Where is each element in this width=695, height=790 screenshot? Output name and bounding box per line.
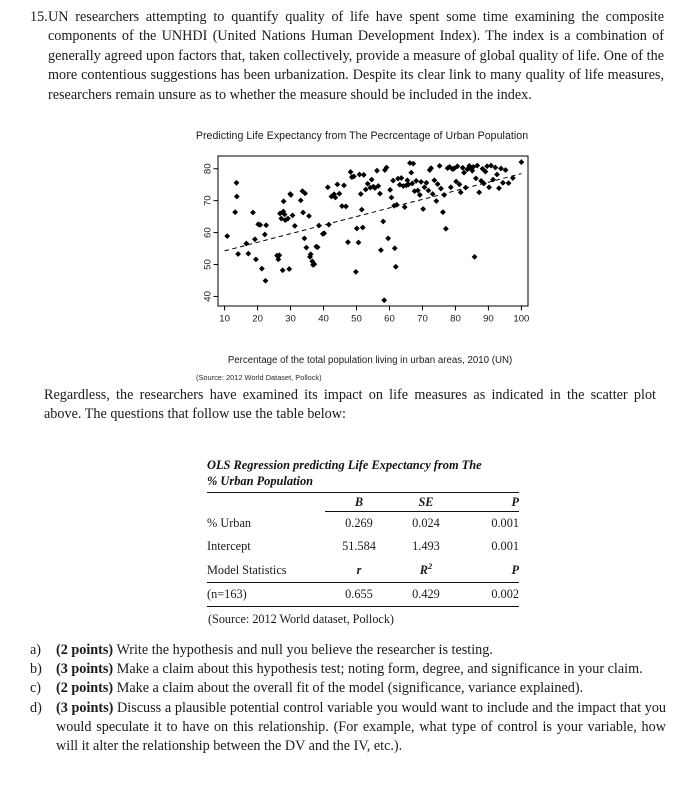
svg-text:50: 50 <box>202 259 214 270</box>
question-number: 15. <box>30 9 48 25</box>
svg-text:70: 70 <box>202 195 214 207</box>
svg-text:60: 60 <box>384 313 395 325</box>
row-urban-p: 0.001 <box>491 516 519 531</box>
stats-header-p: P <box>459 558 519 583</box>
row-label-intercept: Intercept <box>207 539 251 554</box>
figure-x-axis-label: Percentage of the total population living in urban areas, 2010 (UN) <box>227 355 513 366</box>
sub-question-b-body <box>56 660 670 679</box>
table-title-line2: % Urban Population <box>207 473 314 488</box>
sub-question-b-text: Make a claim about this hypothesis test; noting form, degree, and significance in your claim. <box>113 661 643 678</box>
stats-row-label: (n=163) <box>207 583 325 607</box>
table-header-blank <box>207 493 325 512</box>
table-header-b: B <box>325 493 393 512</box>
stats-header-r2-exponent: 2 <box>428 562 433 572</box>
sub-question-d-points: (3 points) <box>56 699 114 716</box>
row-intercept-p: 0.001 <box>491 539 519 554</box>
sub-question-c-letter: c) <box>30 680 42 697</box>
svg-text:60: 60 <box>202 227 214 238</box>
svg-text:90: 90 <box>483 313 494 325</box>
row-urban-b: 0.269 <box>345 516 373 531</box>
row-urban-se: 0.024 <box>412 516 440 531</box>
figure-source-note: (Source: 2012 World Dataset, Pollock) <box>196 373 322 382</box>
middle-paragraph: Regardless, the researchers have examined its impact on life measures as indicated in the scatter plot above. The questions that follow use the table below: <box>44 387 656 423</box>
table-stats-header-row <box>207 558 519 583</box>
question-text: UN researchers attempting to quantify quality of life have spent some time examining the composite components of the UNHDI (United Nations Human Development Index). The index is a combination of generally agreed upon factors that, taken collectively, provide a measure of global quality of life. One of the more contentious suggestions has been urbanization. Despite its clear link to many quality of life measures, researchers remain unsure as to whether the measure should be included in the index. <box>48 9 664 103</box>
question-block <box>30 8 670 105</box>
svg-text:70: 70 <box>417 313 428 325</box>
svg-text:40: 40 <box>318 313 329 325</box>
svg-text:50: 50 <box>351 313 362 325</box>
stats-header-r2 <box>393 558 459 583</box>
stats-row-p: 0.002 <box>459 583 519 607</box>
table-header-row <box>207 493 519 512</box>
plot-area <box>168 148 558 363</box>
sub-question-a-points: (2 points) <box>56 642 114 658</box>
sub-question-c-text: Make a claim about the overall fit of the model (significance, variance explained). <box>113 680 584 697</box>
svg-text:40: 40 <box>202 291 214 302</box>
table-header-se: SE <box>393 493 459 512</box>
sub-question-d <box>30 699 670 757</box>
sub-question-b-letter: b) <box>30 661 42 678</box>
sub-question-list <box>30 641 670 756</box>
row-label-urban: % Urban <box>207 516 252 531</box>
table-header-p: P <box>459 493 519 512</box>
table-row <box>207 535 519 558</box>
sub-question-d-body <box>56 699 670 757</box>
figure-title: Predicting Life Expectancy from The Pecrcentage of Urban Population <box>195 130 529 142</box>
regression-table-block <box>207 458 519 627</box>
sub-question-a-letter: a) <box>30 642 42 658</box>
svg-text:80: 80 <box>202 163 214 175</box>
sub-question-a-body <box>56 641 670 660</box>
table-row <box>207 512 519 536</box>
scatter-plot-svg <box>168 148 558 353</box>
table-row <box>207 583 519 607</box>
svg-text:20: 20 <box>252 313 263 325</box>
table-source-note: (Source: 2012 World dataset, Pollock) <box>208 612 394 627</box>
scatter-figure <box>168 130 558 382</box>
sub-question-b <box>30 660 670 679</box>
sub-question-a <box>30 641 670 660</box>
sub-question-c-body <box>56 679 670 698</box>
svg-text:100: 100 <box>513 313 530 325</box>
stats-row-r2: 0.429 <box>393 583 459 607</box>
regression-table <box>207 492 519 607</box>
stats-header-r: r <box>325 558 393 583</box>
sub-question-d-letter: d) <box>30 699 42 716</box>
row-intercept-se: 1.493 <box>412 539 440 554</box>
svg-text:30: 30 <box>285 313 296 325</box>
table-title <box>207 458 519 489</box>
table-title-line1: OLS Regression predicting Life Expectancy from The <box>207 458 482 472</box>
sub-question-b-points: (3 points) <box>56 661 114 678</box>
sub-question-d-text: Discuss a plausible potential control variable you would want to include and the impact that you would speculate it to have on this relationship. (For example, what type of control is your variable, how will it alter the relationship between the DV and the IV, etc.). <box>56 699 667 755</box>
svg-text:10: 10 <box>219 313 230 325</box>
svg-text:80: 80 <box>450 313 461 325</box>
stats-header-label: Model Statistics <box>207 558 325 583</box>
stats-header-r2-base: R <box>419 563 428 578</box>
sub-question-a-text: Write the hypothesis and null you believe the researcher is testing. <box>113 642 493 658</box>
stats-row-r: 0.655 <box>325 583 393 607</box>
row-intercept-b: 51.584 <box>342 539 376 554</box>
sub-question-c <box>30 679 670 698</box>
sub-question-c-points: (2 points) <box>56 680 114 697</box>
